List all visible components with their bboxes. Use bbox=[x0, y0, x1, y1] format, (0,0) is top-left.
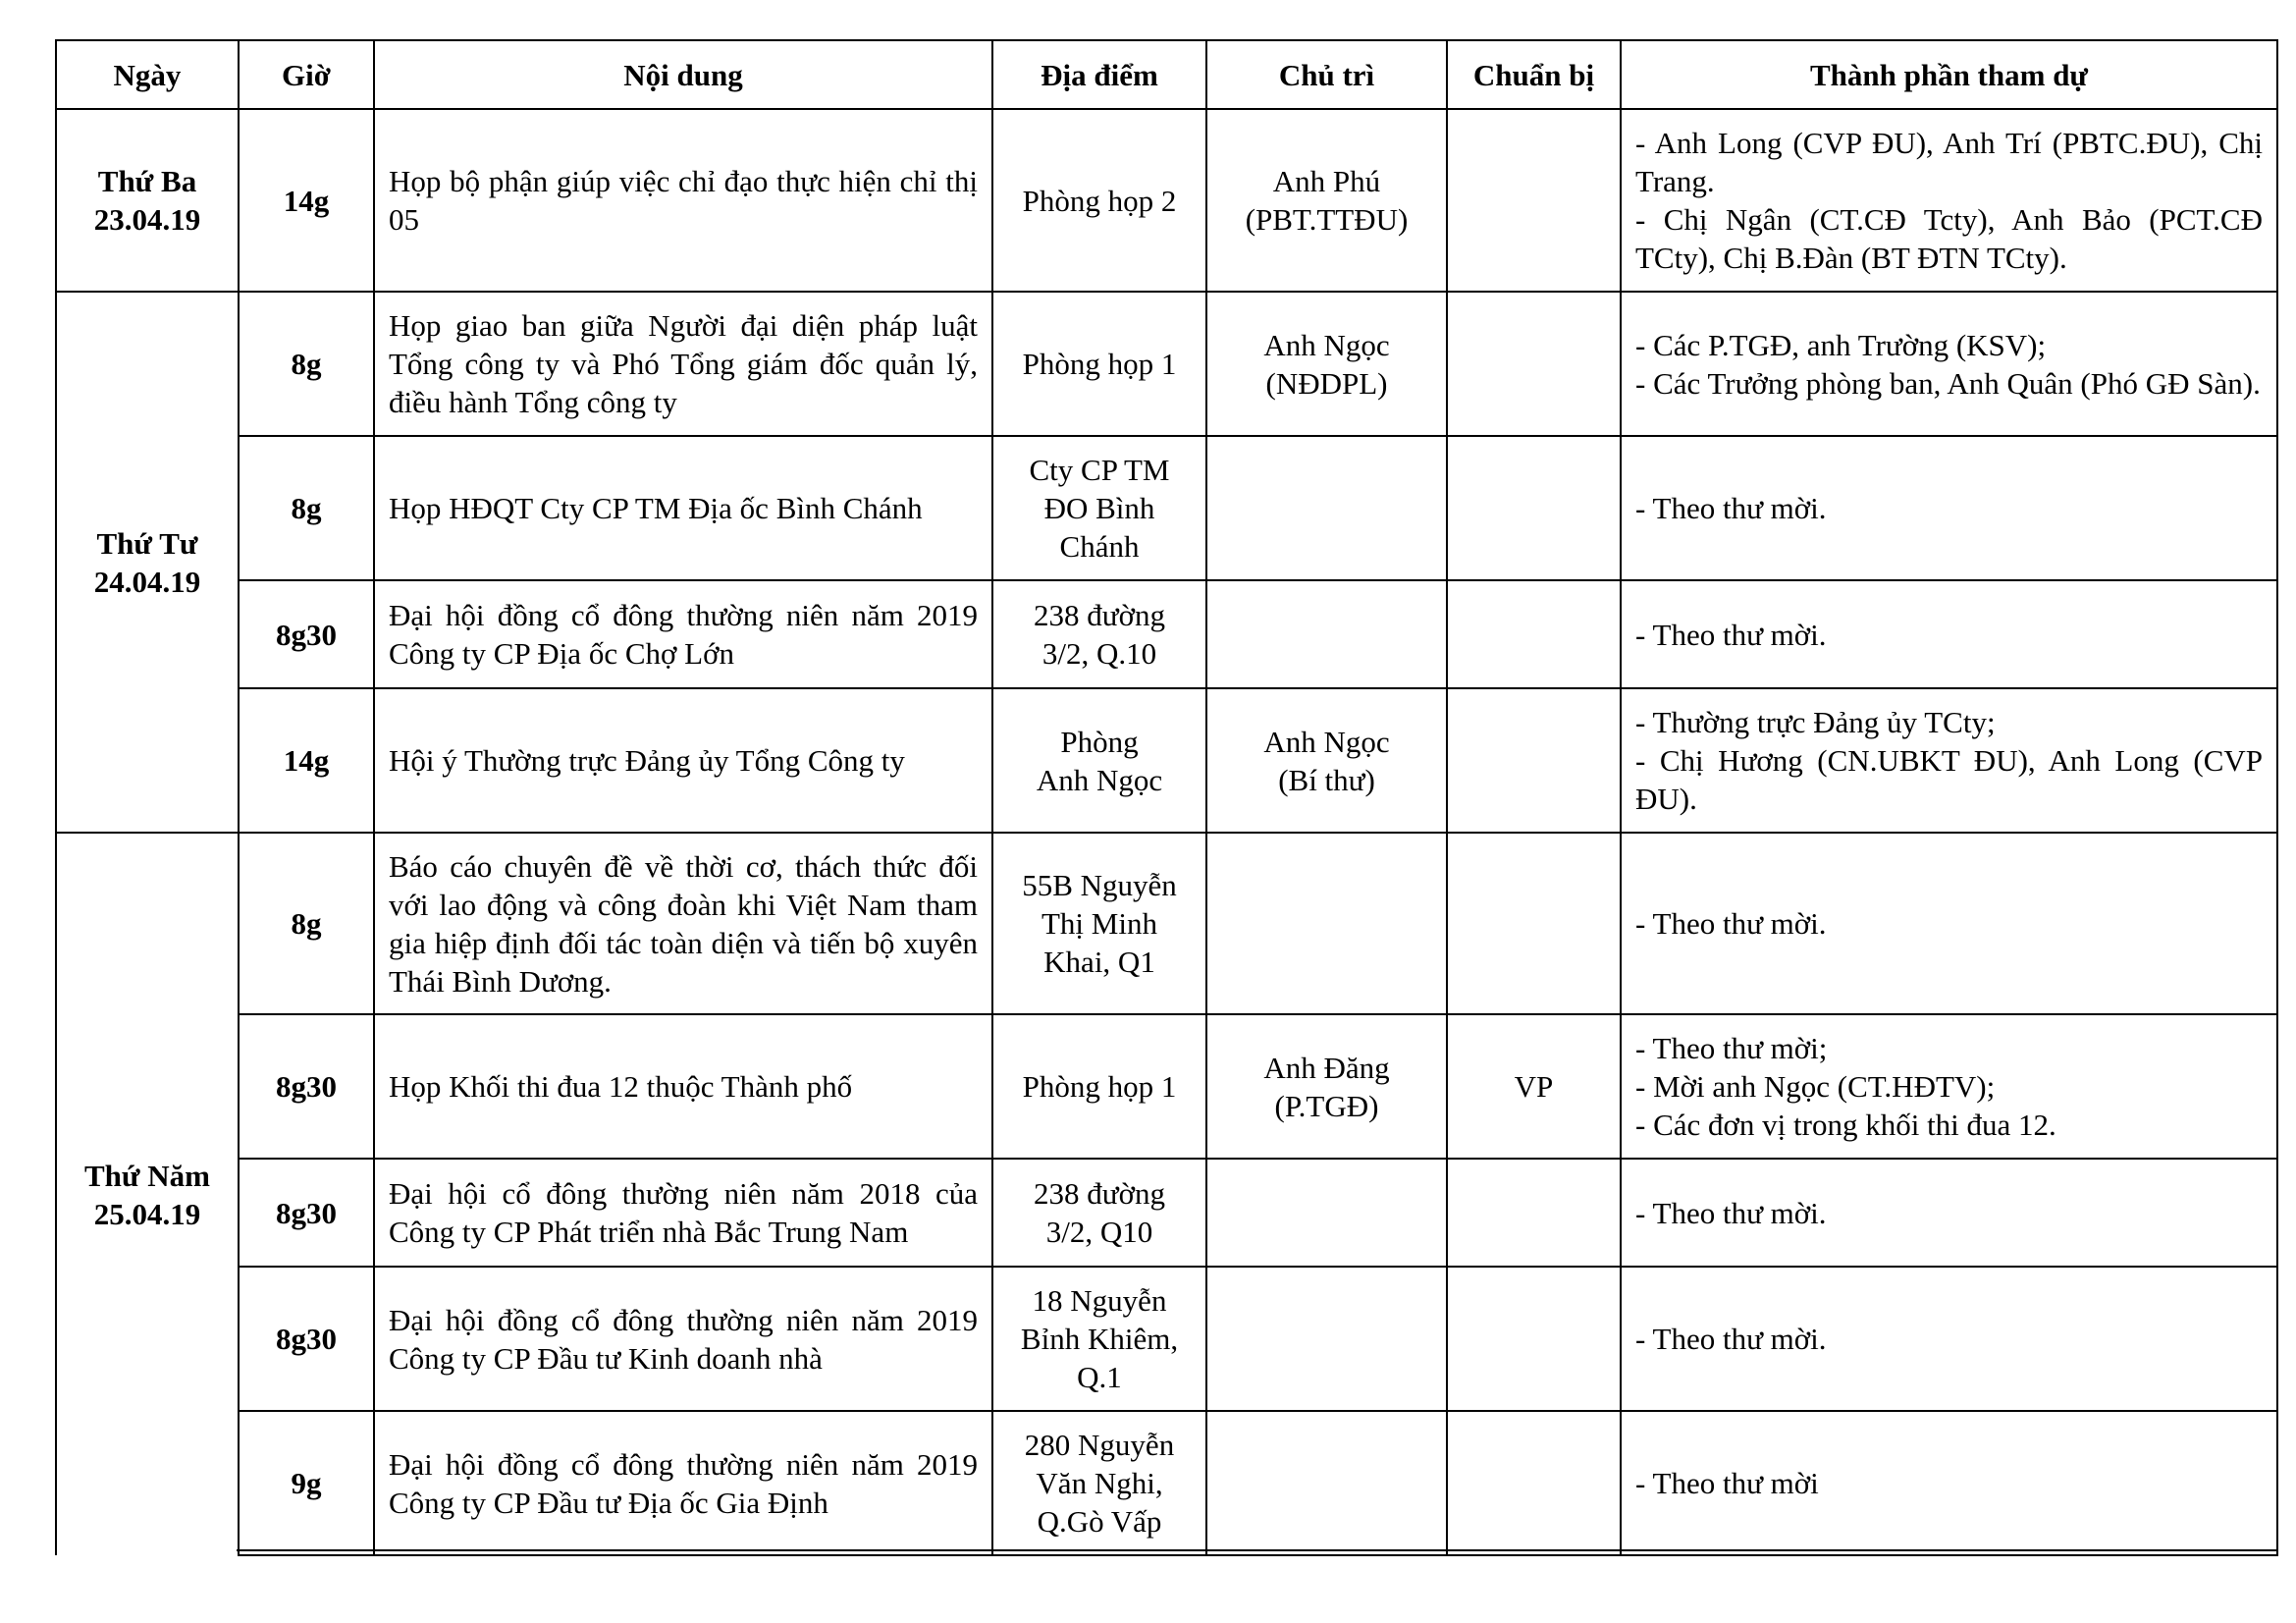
content-cell: Họp giao ban giữa Người đại diện pháp luật Tổng công ty và Phó Tổng giám đốc quản lý, điều hành Tổng công ty bbox=[374, 292, 992, 436]
day-name: Thứ Tư bbox=[96, 525, 198, 561]
prep-cell bbox=[1447, 688, 1621, 833]
prep-cell bbox=[1447, 580, 1621, 688]
time-cell: 8g30 bbox=[239, 1159, 374, 1267]
table-row bbox=[56, 436, 2277, 580]
attendees-cell: - Theo thư mời. bbox=[1621, 436, 2277, 580]
header-attendees: Thành phần tham dự bbox=[1621, 40, 2277, 109]
header-content: Nội dung bbox=[374, 40, 992, 109]
content-cell: Họp HĐQT Cty CP TM Địa ốc Bình Chánh bbox=[374, 436, 992, 580]
content-cell: Đại hội đồng cổ đông thường niên năm 2019 Công ty CP Đầu tư Địa ốc Gia Định bbox=[374, 1411, 992, 1555]
location-cell: Phòng họp 2 bbox=[992, 109, 1206, 292]
header-row bbox=[56, 40, 2277, 109]
day-cell bbox=[56, 109, 239, 292]
chair-cell bbox=[1206, 1159, 1447, 1267]
header-chair: Chủ trì bbox=[1206, 40, 1447, 109]
time-cell: 8g30 bbox=[239, 1014, 374, 1159]
location-cell: Cty CP TM ĐO Bình Chánh bbox=[992, 436, 1206, 580]
day-name: Thứ Ba bbox=[97, 164, 197, 198]
location-cell: Phòng họp 1 bbox=[992, 1014, 1206, 1159]
day-cell bbox=[56, 292, 239, 833]
chair-cell bbox=[1206, 1267, 1447, 1411]
content-cell: Đại hội cổ đông thường niên năm 2018 của Công ty CP Phát triển nhà Bắc Trung Nam bbox=[374, 1159, 992, 1267]
attendees-cell: - Theo thư mời. bbox=[1621, 580, 2277, 688]
prep-cell bbox=[1447, 292, 1621, 436]
prep-cell bbox=[1447, 436, 1621, 580]
location-cell: 55B Nguyễn Thị Minh Khai, Q1 bbox=[992, 833, 1206, 1014]
attendees-cell: - Theo thư mời bbox=[1621, 1411, 2277, 1555]
table-row bbox=[56, 109, 2277, 292]
header-time: Giờ bbox=[239, 40, 374, 109]
table-row bbox=[56, 1014, 2277, 1159]
day-date: 23.04.19 bbox=[93, 202, 201, 237]
table-row bbox=[56, 1411, 2277, 1555]
attendees-cell: - Theo thư mời. bbox=[1621, 1267, 2277, 1411]
content-cell: Đại hội đồng cổ đông thường niên năm 2019 Công ty CP Địa ốc Chợ Lớn bbox=[374, 580, 992, 688]
location-cell: 18 Nguyễn Bỉnh Khiêm, Q.1 bbox=[992, 1267, 1206, 1411]
content-cell: Họp bộ phận giúp việc chỉ đạo thực hiện chỉ thị 05 bbox=[374, 109, 992, 292]
location-cell: 280 Nguyễn Văn Nghi, Q.Gò Vấp bbox=[992, 1411, 1206, 1555]
content-cell: Báo cáo chuyên đề về thời cơ, thách thức đối với lao động và công đoàn khi Việt Nam tham gia hiệp định đối tác toàn diện và tiến bộ xuyên Thái Bình Dương. bbox=[374, 833, 992, 1014]
prep-cell bbox=[1447, 109, 1621, 292]
prep-cell bbox=[1447, 1159, 1621, 1267]
location-cell: Phòng họp 1 bbox=[992, 292, 1206, 436]
chair-cell: Anh Ngọc (NĐDPL) bbox=[1206, 292, 1447, 436]
attendees-cell: - Anh Long (CVP ĐU), Anh Trí (PBTC.ĐU), Chị Trang. - Chị Ngân (CT.CĐ Tcty), Anh Bảo (PCT.CĐ TCty), Chị B.Đàn (BT ĐTN TCty). bbox=[1621, 109, 2277, 292]
day-name: Thứ Năm bbox=[84, 1158, 210, 1193]
time-cell: 14g bbox=[239, 688, 374, 833]
prep-cell bbox=[1447, 1411, 1621, 1555]
time-cell: 9g bbox=[239, 1411, 374, 1555]
chair-cell: Anh Phú (PBT.TTĐU) bbox=[1206, 109, 1447, 292]
location-cell: 238 đường 3/2, Q.10 bbox=[992, 580, 1206, 688]
content-cell: Họp Khối thi đua 12 thuộc Thành phố bbox=[374, 1014, 992, 1159]
chair-cell bbox=[1206, 833, 1447, 1014]
header-prep: Chuẩn bị bbox=[1447, 40, 1621, 109]
table-row bbox=[56, 688, 2277, 833]
day-date: 25.04.19 bbox=[93, 1196, 201, 1231]
content-cell: Đại hội đồng cổ đông thường niên năm 2019 Công ty CP Đầu tư Kinh doanh nhà bbox=[374, 1267, 992, 1411]
table-row bbox=[56, 1159, 2277, 1267]
attendees-cell: - Thường trực Đảng ủy TCty; - Chị Hương (CN.UBKT ĐU), Anh Long (CVP ĐU). bbox=[1621, 688, 2277, 833]
time-cell: 8g30 bbox=[239, 580, 374, 688]
time-cell: 8g bbox=[239, 833, 374, 1014]
attendees-cell: - Các P.TGĐ, anh Trường (KSV); - Các Trưởng phòng ban, Anh Quân (Phó GĐ Sàn). bbox=[1621, 292, 2277, 436]
table-row bbox=[56, 580, 2277, 688]
header-day: Ngày bbox=[56, 40, 239, 109]
chair-cell bbox=[1206, 436, 1447, 580]
table-row bbox=[56, 833, 2277, 1014]
table-row bbox=[56, 292, 2277, 436]
attendees-cell: - Theo thư mời. bbox=[1621, 1159, 2277, 1267]
chair-cell: Anh Đăng (P.TGĐ) bbox=[1206, 1014, 1447, 1159]
time-cell: 8g bbox=[239, 292, 374, 436]
chair-cell bbox=[1206, 580, 1447, 688]
prep-cell bbox=[1447, 1267, 1621, 1411]
time-cell: 14g bbox=[239, 109, 374, 292]
table-bottom-border bbox=[237, 1549, 2276, 1551]
location-cell: Phòng Anh Ngọc bbox=[992, 688, 1206, 833]
attendees-cell: - Theo thư mời. bbox=[1621, 833, 2277, 1014]
time-cell: 8g30 bbox=[239, 1267, 374, 1411]
header-location: Địa điểm bbox=[992, 40, 1206, 109]
table-row bbox=[56, 1267, 2277, 1411]
location-cell: 238 đường 3/2, Q10 bbox=[992, 1159, 1206, 1267]
day-cell bbox=[56, 833, 239, 1555]
attendees-cell: - Theo thư mời; - Mời anh Ngọc (CT.HĐTV); - Các đơn vị trong khối thi đua 12. bbox=[1621, 1014, 2277, 1159]
day-date: 24.04.19 bbox=[93, 564, 201, 599]
content-cell: Hội ý Thường trực Đảng ủy Tổng Công ty bbox=[374, 688, 992, 833]
time-cell: 8g bbox=[239, 436, 374, 580]
schedule-table bbox=[55, 39, 2278, 1556]
chair-cell: Anh Ngọc (Bí thư) bbox=[1206, 688, 1447, 833]
chair-cell bbox=[1206, 1411, 1447, 1555]
prep-cell: VP bbox=[1447, 1014, 1621, 1159]
prep-cell bbox=[1447, 833, 1621, 1014]
